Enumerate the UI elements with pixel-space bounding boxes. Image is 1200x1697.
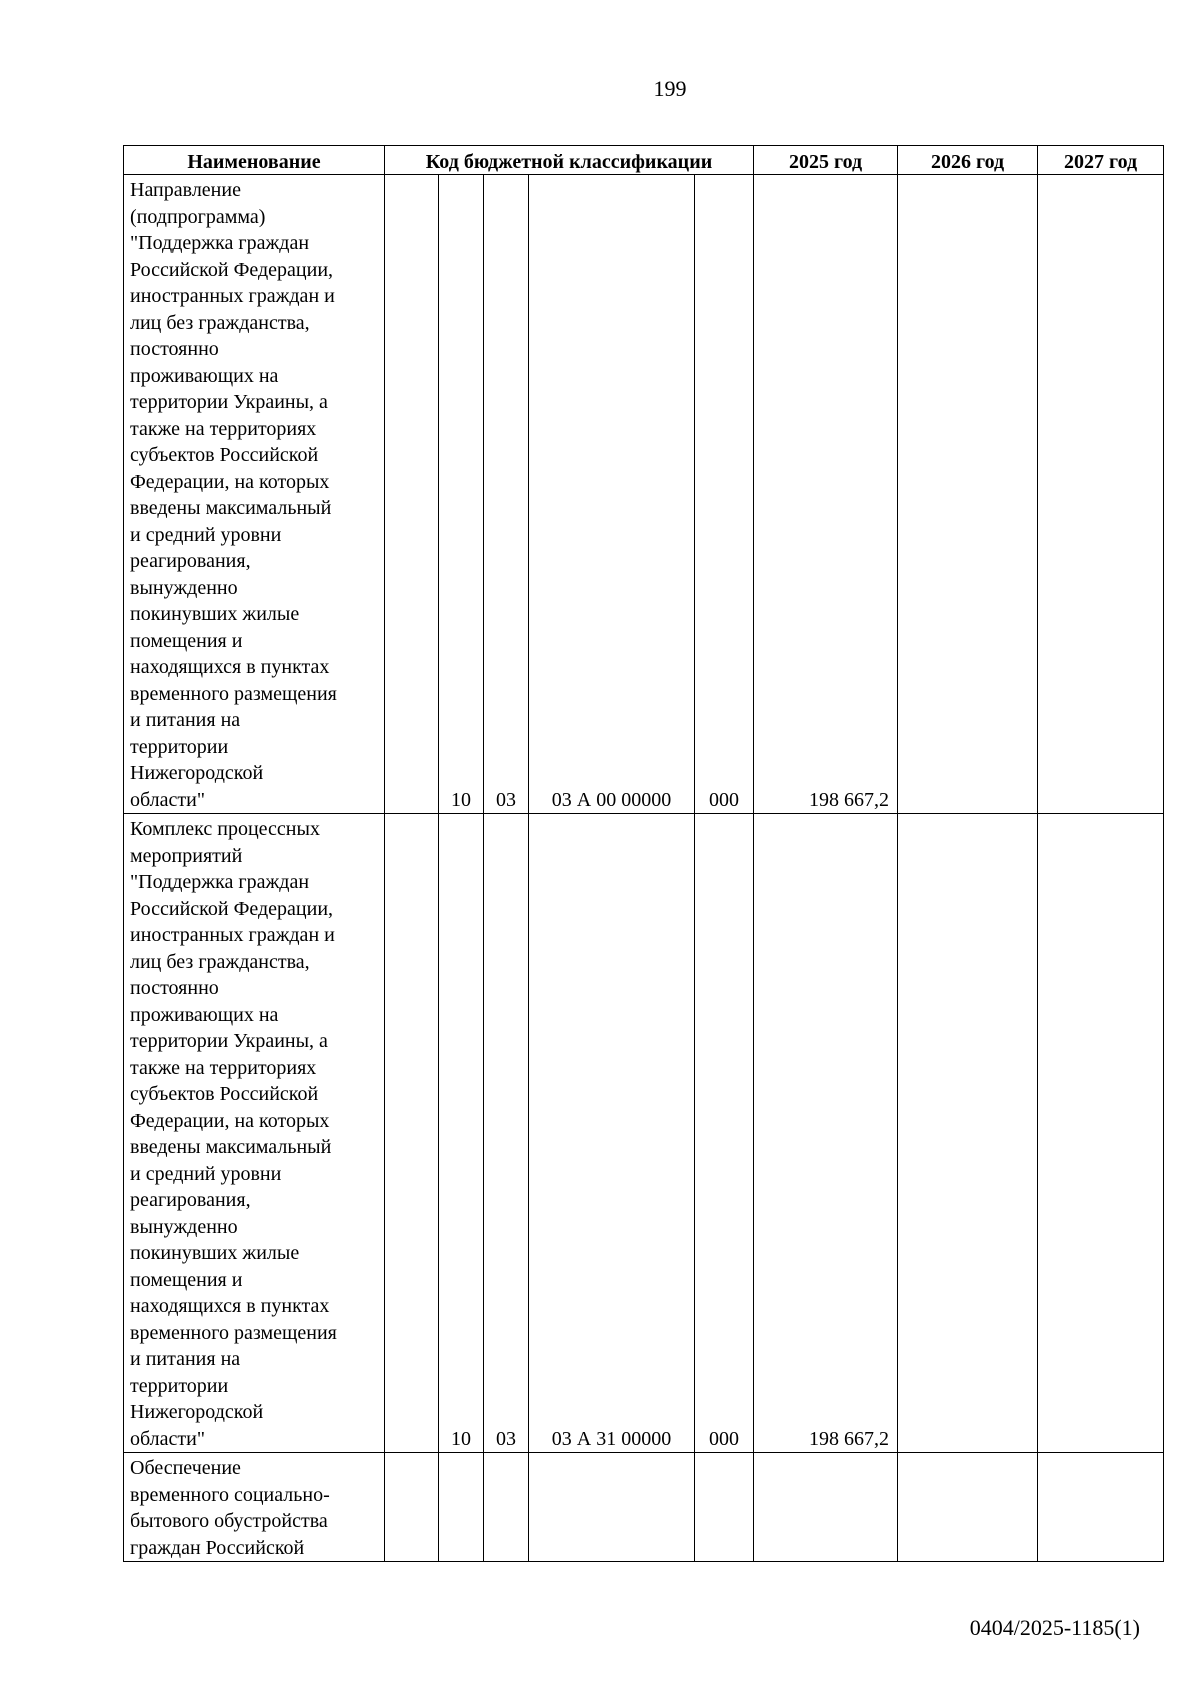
amount-2026-cell (898, 175, 1038, 814)
row-name-line: Нижегородской (130, 1401, 264, 1423)
amount-2025-cell (754, 1453, 898, 1562)
expense-type-cell (695, 1453, 754, 1562)
row-name-line: вынужденно (130, 1215, 238, 1238)
row-name-line: Направление (130, 179, 241, 201)
section-code-cell: 10 (439, 814, 484, 1453)
row-name-line: и средний уровни (130, 523, 282, 546)
code-part-1-cell (385, 175, 439, 814)
row-name-line: бытового обустройства (130, 1510, 328, 1532)
row-name-line: граждан Российской (130, 1536, 305, 1559)
header-2026: 2026 год (898, 146, 1038, 175)
row-name-line: помещения и (130, 629, 243, 652)
row-name-line: временного социально- (130, 1483, 330, 1506)
row-name-line: территории (130, 735, 229, 758)
row-name-line: мероприятий (130, 844, 243, 867)
row-name-line: Нижегородской (130, 762, 264, 784)
subsection-code-cell: 03 (484, 175, 529, 814)
row-name-line: иностранных граждан и (130, 285, 335, 307)
row-name-line: постоянно (130, 977, 219, 999)
subsection-code-cell: 03 (484, 814, 529, 1453)
header-code: Код бюджетной классификации (385, 146, 754, 175)
amount-2025-cell: 198 667,2 (754, 814, 898, 1453)
row-name-line: (подпрограмма) (130, 205, 266, 228)
row-name-line: помещения и (130, 1268, 243, 1291)
row-name-line: также на территориях (130, 1056, 317, 1079)
row-name-line: лиц без гражданства, (130, 311, 310, 334)
row-name-line: вынужденно (130, 576, 238, 599)
table-row (124, 175, 1164, 814)
page-number: 199 (653, 76, 687, 101)
subsection-code-cell (484, 1453, 529, 1562)
section-code-cell (439, 1453, 484, 1562)
row-name-line: территории Украины, а (130, 1030, 328, 1052)
table-body (124, 175, 1164, 1562)
row-name-line: Комплекс процессных (130, 818, 320, 840)
budget-table (123, 145, 1164, 1562)
row-name-line: проживающих на (130, 1003, 279, 1026)
document-id: 0404/2025-1185(1) (969, 1615, 1140, 1640)
table-row (124, 1453, 1164, 1562)
amount-2026-cell (898, 1453, 1038, 1562)
row-name-line: находящихся в пунктах (130, 656, 330, 678)
row-name-line: Федерации, на которых (130, 470, 330, 493)
row-name-line: также на территориях (130, 417, 317, 440)
amount-2027-cell (1038, 814, 1164, 1453)
row-name-cell (124, 175, 385, 814)
header-2027: 2027 год (1038, 146, 1164, 175)
row-name-line: постоянно (130, 338, 219, 360)
row-name-line: покинувших жилые (130, 1242, 300, 1264)
amount-2026-cell (898, 814, 1038, 1453)
header-2025: 2025 год (754, 146, 898, 175)
row-name-line: временного размещения (130, 1321, 337, 1344)
target-article-cell: 03 А 00 00000 (529, 175, 695, 814)
row-name-line: покинувших жилые (130, 603, 300, 625)
row-name-line: субъектов Российской (130, 1083, 319, 1105)
row-name-line: введены максимальный (130, 497, 332, 519)
row-name-line: находящихся в пунктах (130, 1295, 330, 1317)
row-name-line: области" (130, 1427, 206, 1450)
row-name-line: Федерации, на которых (130, 1109, 330, 1132)
row-name-line: территории (130, 1374, 229, 1397)
row-name-line: "Поддержка граждан (130, 232, 310, 254)
row-name-line: субъектов Российской (130, 444, 319, 466)
amount-2027-cell (1038, 175, 1164, 814)
row-name-line: реагирования, (130, 550, 251, 572)
row-name-line: лиц без гражданства, (130, 950, 310, 973)
row-name-line: области" (130, 788, 206, 811)
row-name-line: Российской Федерации, (130, 258, 334, 281)
row-name-line: "Поддержка граждан (130, 871, 310, 893)
header-name: Наименование (124, 146, 385, 175)
target-article-cell (529, 1453, 695, 1562)
row-name-line: и питания на (130, 1348, 241, 1370)
row-name-cell (124, 1453, 385, 1562)
code-part-1-cell (385, 1453, 439, 1562)
expense-type-cell: 000 (695, 175, 754, 814)
header-row (124, 146, 1164, 175)
code-part-1-cell (385, 814, 439, 1453)
expense-type-cell: 000 (695, 814, 754, 1453)
row-name-line: временного размещения (130, 682, 337, 705)
row-name-line: Обеспечение (130, 1457, 241, 1479)
row-name-line: введены максимальный (130, 1136, 332, 1158)
table-row (124, 814, 1164, 1453)
row-name-line: реагирования, (130, 1189, 251, 1211)
row-name-cell (124, 814, 385, 1453)
row-name-line: и средний уровни (130, 1162, 282, 1185)
row-name-line: и питания на (130, 709, 241, 731)
row-name-line: проживающих на (130, 364, 279, 387)
target-article-cell: 03 А 31 00000 (529, 814, 695, 1453)
amount-2027-cell (1038, 1453, 1164, 1562)
section-code-cell: 10 (439, 175, 484, 814)
amount-2025-cell: 198 667,2 (754, 175, 898, 814)
row-name-line: Российской Федерации, (130, 897, 334, 920)
row-name-line: территории Украины, а (130, 391, 328, 413)
row-name-line: иностранных граждан и (130, 924, 335, 946)
